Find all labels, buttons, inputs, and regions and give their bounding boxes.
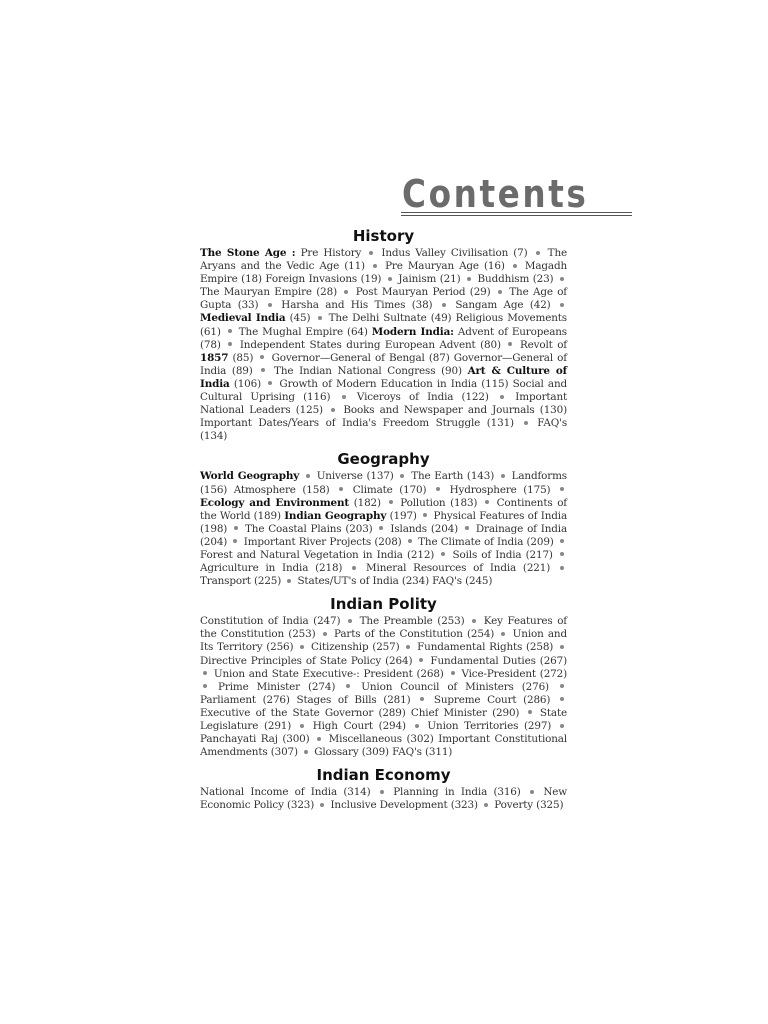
topic-entry: Universe (137) xyxy=(312,470,398,483)
bullet-dot xyxy=(348,619,352,623)
topic-heading: The Stone Age : xyxy=(200,247,296,259)
topic-entry: The Preamble (253) xyxy=(355,615,470,628)
topic-heading: 1857 xyxy=(200,351,229,364)
topic-entry: Islands (204) xyxy=(386,522,462,535)
topic-heading: Indian Geography xyxy=(284,509,387,522)
topic-entry: Revolt of xyxy=(515,338,567,351)
bullet-dot xyxy=(501,632,505,636)
section-heading-history: History xyxy=(352,227,415,245)
bullet-dot xyxy=(560,539,564,543)
bullet-dot xyxy=(406,645,410,649)
bullet-dot xyxy=(379,526,383,530)
bullet-dot xyxy=(451,671,455,675)
topic-entry: New Economic Policy (323) xyxy=(200,786,568,812)
topic-entry: Supreme Court (286) xyxy=(427,693,557,706)
bullet-dot xyxy=(560,277,564,281)
bullet-dot xyxy=(560,684,564,688)
section-body-history xyxy=(200,247,567,443)
topic-entry: Soils of India (217) xyxy=(448,548,557,561)
topic-entry: The Mughal Empire (64) xyxy=(234,325,372,338)
bullet-dot xyxy=(560,552,564,556)
topic-entry: Directive Principles of State Policy (264) xyxy=(200,654,417,667)
bullet-dot xyxy=(415,724,419,728)
bullet-dot xyxy=(420,697,424,701)
bullet-dot xyxy=(560,645,564,649)
topic-entry: Planning in India (316) xyxy=(386,786,527,799)
bullet-dot xyxy=(317,737,321,741)
bullet-dot xyxy=(498,290,502,294)
topic-entry: Union Territories (297) xyxy=(421,720,557,732)
topic-entry: Constitution of India (247) xyxy=(200,615,345,628)
bullet-dot xyxy=(339,487,343,491)
bullet-dot xyxy=(233,539,237,543)
topic-entry: Indus Valley Civilisation (7) xyxy=(376,247,533,259)
bullet-dot xyxy=(485,500,489,504)
topic-entry: The Aryans and the Vedic Age (11) xyxy=(200,247,567,273)
bullet-dot xyxy=(530,790,534,794)
topic-entry: Landforms (156) Atmosphere (158) xyxy=(200,470,567,496)
bullet-dot xyxy=(441,552,445,556)
topic-entry: State Legislature (291) xyxy=(200,706,567,732)
bullet-dot xyxy=(408,539,412,543)
title-rule xyxy=(401,212,632,216)
topic-entry: Panchayati Raj (300) xyxy=(200,733,315,746)
topic-entry: Advent of Europeans (78) xyxy=(200,325,567,351)
bullet-dot xyxy=(287,579,291,583)
topic-entry: Agriculture in India (218) xyxy=(200,562,350,575)
bullet-dot xyxy=(467,277,471,281)
bullet-dot xyxy=(436,487,440,491)
bullet-dot xyxy=(203,684,207,688)
bullet-dot xyxy=(268,381,272,385)
bullet-dot xyxy=(300,645,304,649)
bullet-dot xyxy=(300,724,304,728)
bullet-dot xyxy=(513,264,517,268)
bullet-dot xyxy=(318,316,322,320)
topic-entry: Important River Projects (208) xyxy=(240,535,405,548)
topic-entry: Magadh Empire (18) Foreign Invasions (19) xyxy=(200,260,567,286)
bullet-dot xyxy=(306,474,310,478)
topic-entry: States/UT's of India (234) FAQ's (245) xyxy=(294,575,493,588)
topic-entry: Buddhism (23) xyxy=(474,273,557,286)
bullet-dot xyxy=(268,303,272,307)
bullet-dot xyxy=(442,303,446,307)
bullet-dot xyxy=(508,342,512,346)
bullet-dot xyxy=(484,803,488,807)
bullet-dot xyxy=(228,329,232,333)
topic-entry: Transport (225) xyxy=(200,575,285,588)
topic-entry: Key Features of the Constitution (253) xyxy=(200,615,568,641)
topic-entry: Parts of the Constitution (254) xyxy=(329,628,499,641)
topic-entry: Glossary (309) FAQ's (311) xyxy=(311,746,453,759)
bullet-dot xyxy=(560,566,564,570)
bullet-dot xyxy=(500,395,504,399)
bullet-dot xyxy=(320,803,324,807)
topic-entry: Jainism (21) xyxy=(394,273,465,286)
topic-entry: The Earth (143) xyxy=(407,470,498,483)
topic-entry: Vice-President (272) xyxy=(457,667,567,680)
bullet-dot xyxy=(203,671,207,675)
topic-entry: Books and Newspaper and Journals (130) Important Dates/Years of India's Freedom Struggle (131) xyxy=(200,404,567,430)
topic-heading: Ecology and Environment xyxy=(200,496,350,509)
topic-entry: Miscellaneous (302) Important Constitutional Amendments (307) xyxy=(200,733,567,759)
topic-entry: Sangam Age (42) xyxy=(448,299,557,312)
topic-entry: (45) xyxy=(285,312,315,325)
topic-entry: The Indian National Congress (90) xyxy=(268,364,468,377)
topic-entry: (197) xyxy=(386,509,421,522)
page-title: Contents xyxy=(402,172,589,216)
bullet-dot xyxy=(389,500,393,504)
bullet-dot xyxy=(560,697,564,701)
topic-entry: Pollution (183) xyxy=(395,496,482,509)
topic-entry: Post Mauryan Period (29) xyxy=(351,286,495,299)
topic-entry: The Coastal Plains (203) xyxy=(241,522,377,535)
topic-entry: The Delhi Sultnate (49) Religious Movements (61) xyxy=(200,312,567,338)
bullet-dot xyxy=(423,513,427,517)
bullet-dot xyxy=(323,632,327,636)
topic-entry: Continents of the World (189) xyxy=(200,496,568,522)
topic-entry: High Court (294) xyxy=(306,720,412,732)
bullet-dot xyxy=(419,658,423,662)
bullet-dot xyxy=(369,251,373,255)
topic-entry: Hydrosphere (175) xyxy=(443,483,558,496)
topic-entry: Pre History xyxy=(295,247,367,259)
section-heading-geography: Geography xyxy=(337,450,430,469)
topic-entry: Pre Mauryan Age (16) xyxy=(380,260,510,273)
topic-entry: Fundamental Rights (258) xyxy=(413,641,557,654)
bullet-dot xyxy=(228,342,232,346)
topic-entry: The Mauryan Empire (28) xyxy=(200,286,342,299)
topic-entry: Union and Its Territory (256) xyxy=(200,628,567,654)
topic-entry: Union Council of Ministers (276) xyxy=(353,680,557,693)
topic-entry: Forest and Natural Vegetation in India (212) xyxy=(200,548,439,561)
topic-entry: Growth of Modern Education in India (115) Social and Cultural Uprising (116) xyxy=(200,377,568,404)
topic-entry xyxy=(299,470,303,482)
bullet-dot xyxy=(560,487,564,491)
topic-entry: Parliament (276) Stages of Bills (281) xyxy=(200,693,418,706)
bullet-dot xyxy=(304,750,308,754)
section-heading-indian-economy: Indian Economy xyxy=(316,766,451,785)
section-body-indian-economy xyxy=(200,786,567,812)
section-heading-indian-polity: Indian Polity xyxy=(330,595,437,614)
topic-entry: Prime Minister (274) xyxy=(210,680,344,693)
bullet-dot xyxy=(352,566,356,570)
bullet-dot xyxy=(528,710,532,714)
bullet-dot xyxy=(536,251,540,255)
topic-entry: (85) xyxy=(228,351,258,364)
topic-heading: Modern India: xyxy=(371,325,454,338)
topic-entry: Drainage of India (204) xyxy=(200,522,568,548)
topic-entry: The Climate of India (209) xyxy=(414,535,557,548)
topic-entry: Important National Leaders (125) xyxy=(200,391,568,417)
bullet-dot xyxy=(560,303,564,307)
bullet-dot xyxy=(380,790,384,794)
topic-entry: Climate (170) xyxy=(346,483,433,496)
topic-entry: Harsha and His Times (38) xyxy=(274,299,439,312)
section-body-geography xyxy=(200,470,567,588)
topic-entry: Fundamental Duties (267) xyxy=(426,654,567,667)
bullet-dot xyxy=(261,368,265,372)
topic-entry: National Income of India (314) xyxy=(200,786,377,799)
bullet-dot xyxy=(388,277,392,281)
topic-entry: FAQ's (134) xyxy=(200,417,568,443)
bullet-dot xyxy=(501,474,505,478)
bullet-dot xyxy=(373,264,377,268)
topic-entry: (182) xyxy=(349,496,386,509)
topic-entry: Mineral Resources of India (221) xyxy=(359,562,557,575)
topic-entry: Citizenship (257) xyxy=(307,641,404,654)
bullet-dot xyxy=(260,355,264,359)
contents-list xyxy=(200,226,567,818)
topic-heading: Medieval India xyxy=(200,312,286,325)
topic-entry: Poverty (325) xyxy=(491,799,564,812)
topic-entry: Union and State Executive-: President (268) xyxy=(210,667,448,680)
bullet-dot xyxy=(465,526,469,530)
topic-entry: Viceroys of India (122) xyxy=(348,391,498,404)
bullet-dot xyxy=(472,619,476,623)
bullet-dot xyxy=(346,684,350,688)
topic-entry: (106) xyxy=(229,377,266,390)
bullet-dot xyxy=(342,395,346,399)
bullet-dot xyxy=(560,724,564,728)
bullet-dot xyxy=(524,421,528,425)
topic-entry: Executive of the State Governor (289) Chief Minister (290) xyxy=(200,706,525,719)
topic-entry: Inclusive Development (323) xyxy=(327,799,482,812)
topic-heading: Art & Culture of India xyxy=(200,364,567,390)
bullet-dot xyxy=(344,290,348,294)
section-body-indian-polity xyxy=(200,615,567,759)
topic-entry: Physical Features of India (198) xyxy=(200,509,568,535)
bullet-dot xyxy=(400,474,404,478)
topic-entry: The Age of Gupta (33) xyxy=(200,286,568,312)
topic-entry: Governor—General of Bengal (87) Governor—General of India (89) xyxy=(200,351,567,377)
bullet-dot xyxy=(234,526,238,530)
topic-heading: World Geography xyxy=(200,470,300,483)
topic-entry: Independent States during European Advent (80) xyxy=(235,338,506,351)
bullet-dot xyxy=(331,408,335,412)
